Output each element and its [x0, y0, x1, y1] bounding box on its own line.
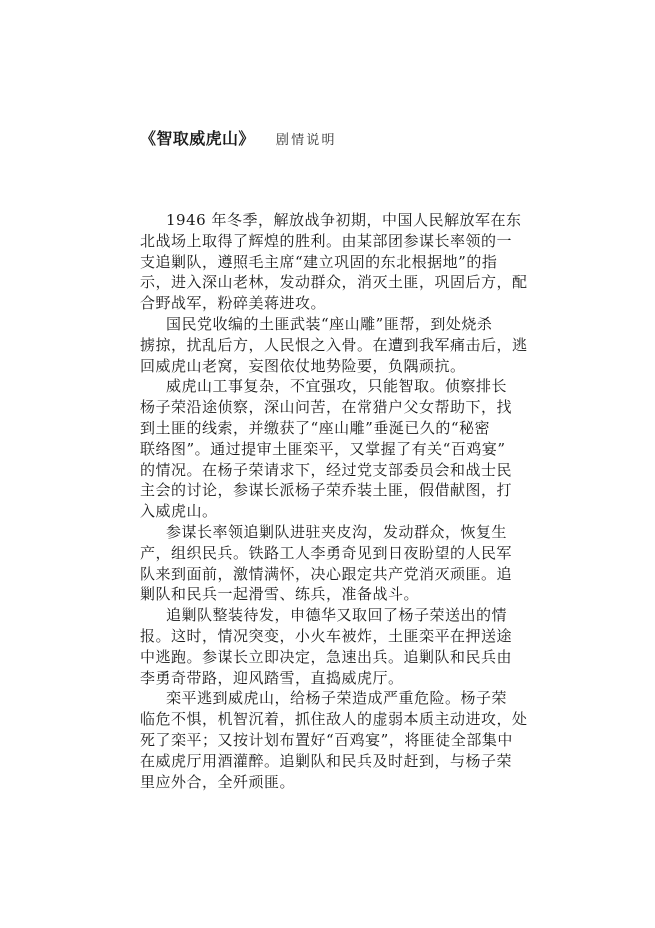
text-line: 追剿队整装待发，申德华又取回了杨子荣送出的情: [166, 606, 508, 625]
page-title: [140, 127, 337, 151]
text-line: 支追剿队，遵照毛主席“建立巩固的东北根据地”的指: [140, 252, 498, 271]
text-line: 1946 年冬季，解放战争初期，中国人民解放军在东: [166, 211, 522, 229]
paragraph: [140, 376, 520, 522]
text-line: 的情况。在杨子荣请求下，经过党支部委员会和战士民: [140, 460, 513, 479]
text-line: 国民党收编的土匪武装“座山雕”匪帮，到处烧杀: [166, 314, 493, 333]
paragraph: [140, 688, 528, 792]
text-line: 北战场上取得了辉煌的胜利。由某部团参谋长率领的一: [140, 231, 513, 250]
text-line: 产，组织民兵。铁路工人李勇奇见到日夜盼望的人民军: [140, 543, 513, 562]
text-line: 栾平逃到威虎山，给杨子荣造成严重危险。杨子荣: [166, 689, 508, 708]
text-line: 李勇奇带路，迎风踏雪，直捣威虎厅。: [140, 668, 404, 687]
text-line: 掳掠，扰乱后方，人民恨之入骨。在遭到我军痛击后，逃: [140, 335, 528, 354]
text-line: 里应外合，全歼顽匪。: [140, 772, 296, 791]
text-line: 队来到面前，激情满怀，决心跟定共产党消灭顽匪。追: [140, 564, 513, 583]
document-body: [140, 210, 528, 792]
text-line: 报。这时，情况突变，小火车被炸，土匪栾平在押送途: [140, 626, 513, 645]
text-line: 联络图”。通过提审土匪栾平，又掌握了有关“百鸡宴”: [140, 439, 506, 458]
text-line: 临危不惧，机智沉着，抓住敌人的虚弱本质主动进攻，处: [140, 710, 528, 729]
text-line: 入威虎山。: [140, 502, 218, 521]
paragraph: [140, 210, 528, 314]
text-line: 死了栾平；又按计划布置好“百鸡宴”，将匪徒全部集中: [140, 730, 513, 749]
text-line: 在威虎厅用酒灌醉。追剿队和民兵及时赶到，与杨子荣: [140, 751, 513, 770]
text-line: 中逃跑。参谋长立即决定，急速出兵。追剿队和民兵由: [140, 647, 513, 666]
text-line: 示，进入深山老林，发动群众，消灭土匪，巩固后方，配: [140, 273, 528, 292]
text-line: 主会的讨论，参谋长派杨子荣乔装土匪，假借献图，打: [140, 481, 513, 500]
paragraph: [140, 605, 520, 688]
text-line: 到土匪的线索，并缴获了“座山雕”垂涎已久的“秘密: [140, 418, 491, 437]
text-line: 威虎山工事复杂，不宜强攻，只能智取。侦察排长: [166, 377, 508, 396]
paragraph: [140, 522, 520, 605]
paragraph: [140, 314, 528, 376]
text-line: 剿队和民兵一起滑雪、练兵，准备战斗。: [140, 585, 420, 604]
text-line: 杨子荣沿途侦察，深山问苦，在常猎户父女帮助下，找: [140, 398, 513, 417]
text-line: 合野战军，粉碎美蒋进攻。: [140, 294, 327, 313]
section-subtitle: 剧情说明: [275, 133, 337, 148]
text-line: 回威虎山老窝，妄图依仗地势险要，负隅顽抗。: [140, 356, 466, 375]
text-line: 参谋长率领追剿队进驻夹皮沟，发动群众，恢复生: [166, 522, 508, 541]
play-title: 《智取威虎山》: [140, 129, 255, 148]
